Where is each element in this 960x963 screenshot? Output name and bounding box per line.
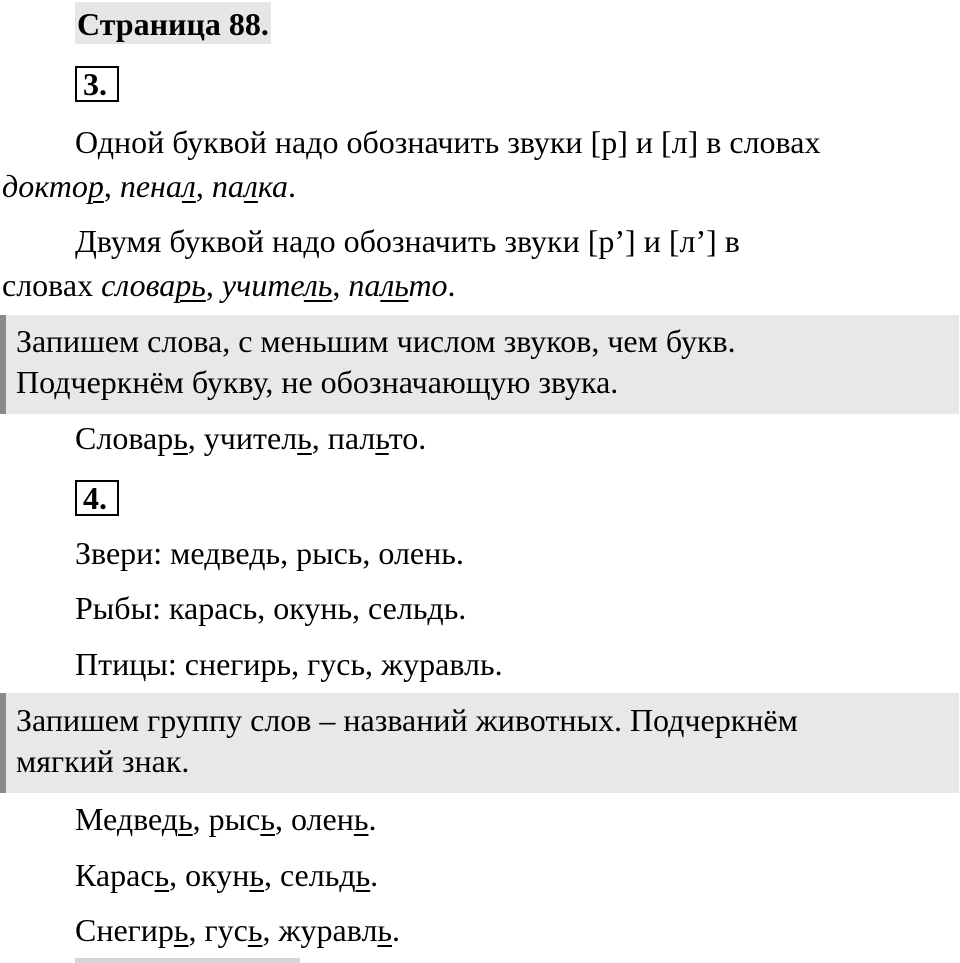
task4-answer-fish: Карась, окунь, сельдь.	[75, 857, 379, 893]
task-number-4: 4.	[75, 480, 119, 516]
task-number-3: 3.	[75, 66, 119, 102]
task4-line-fish: Рыбы: карась, окунь, сельдь.	[75, 590, 467, 626]
note-line: мягкий знак.	[16, 743, 190, 779]
note-line: Запишем группу слов – названий животных. Подчеркнём	[16, 702, 798, 738]
task4-line-animals: Звери: медведь, рысь, олень.	[75, 535, 464, 571]
task4-answer-animals: Медведь, рысь, олень.	[75, 801, 377, 837]
task4-line-birds: Птицы: снегирь, гусь, журавль.	[75, 646, 503, 682]
page-heading: Страница 88.	[75, 2, 271, 44]
note-line: Подчеркнём букву, не обозначающую звука.	[16, 364, 619, 400]
word-palka: палка	[211, 168, 288, 204]
next-heading-edge	[75, 958, 300, 963]
task4-answer-birds: Снегирь, гусь, журавль.	[75, 912, 400, 948]
word-penal: пенал	[119, 168, 196, 204]
task4-instruction-note	[0, 693, 959, 793]
task3-paragraph2-line2: словах словарь, учитель, пальто.	[2, 267, 456, 303]
task3-paragraph1-line2: доктор, пенал, палка.	[2, 168, 296, 204]
note-line: Запишем слова, с меньшим числом звуков, чем букв.	[16, 323, 736, 359]
word-slovar: словарь	[101, 267, 206, 303]
task3-instruction-note	[0, 315, 959, 414]
task3-answer: Словарь, учитель, пальто.	[75, 420, 427, 456]
word-palto: пальто	[348, 267, 448, 303]
task3-paragraph1-line1: Одной буквой надо обозначить звуки [р] и [л] в словах	[75, 124, 821, 160]
word-uchitel: учитель	[221, 267, 333, 303]
word-doktor: доктор	[2, 168, 104, 204]
task3-paragraph2-line1: Двумя буквой надо обозначить звуки [р’] и [л’] в	[75, 223, 740, 259]
